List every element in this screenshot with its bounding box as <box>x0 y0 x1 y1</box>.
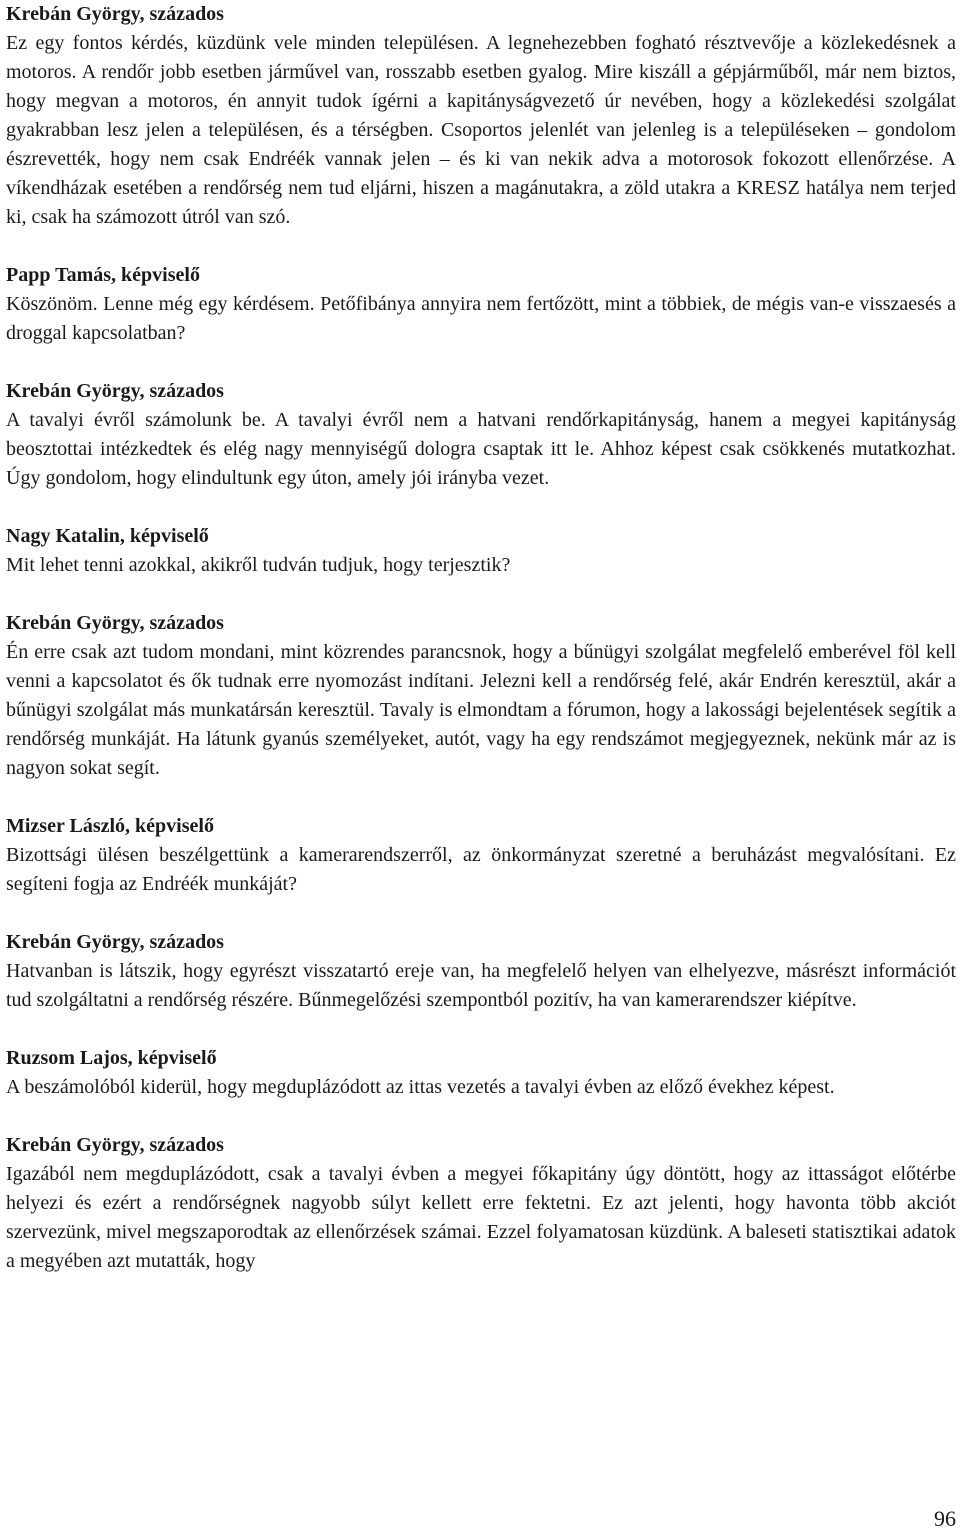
speaker-name: Krebán György, százados <box>6 931 224 953</box>
statement-text: Hatvanban is látszik, hogy egyrészt visszatartó ereje van, ha megfelelő helyen van elhelyezve, másrészt információt tud szolgáltatni a rendőrség részére. Bűnmegelőzési szempontból pozitív, ha van kamerarendszer kiépítve. <box>6 960 956 1011</box>
statement-block <box>6 261 956 348</box>
statement-text: Én erre csak azt tudom mondani, mint közrendes parancsnok, hogy a bűnügyi szolgálat megfelelő emberével föl kell venni a kapcsolatot és ők tudnak erre nyomozást indítani. Jelezni kell a rendőrség felé, akár Endrén keresztül, akár a bűnügyi szolgálat más munkatársán keresztül. Tavaly is elmondtam a fórumon, hogy a lakossági bejelentések segítik a rendőrség munkáját. Ha látunk gyanús személyeket, autót, vagy ha egy rendszámot megjegyeznek, nekünk már az is nagyon sokat segít. <box>6 641 956 779</box>
statement-text: Ez egy fontos kérdés, küzdünk vele minden településen. A legnehezebben fogható résztvevője a közlekedésnek a motoros. A rendőr jobb esetben járművel van, rosszabb esetben gyalog. Mire kiszáll a gépjárműből, már nem biztos, hogy megvan a motoros, én annyit tudok ígérni a kapitányságvezető úr nevében, hogy a közlekedési szolgálat gyakrabban lesz jelen a településen, és a térségben. Csoportos jelenlét van jelenleg is a településeken – gondolom észrevették, hogy nem csak Endréék vannak jelen – és ki van nekik adva a motorosok fokozott ellenőrzése. A víkendházak esetében a rendőrség nem tud eljárni, hiszen a magánutakra, a zöld utakra a KRESZ hatálya nem terjed ki, csak ha számozott útról van szó. <box>6 32 956 228</box>
block-spacer <box>6 493 956 522</box>
block-spacer <box>6 899 956 928</box>
statement-block <box>6 812 956 899</box>
block-spacer <box>6 348 956 377</box>
statement-block <box>6 609 956 783</box>
speaker-name: Papp Tamás, képviselő <box>6 264 200 286</box>
speaker-name: Krebán György, százados <box>6 380 224 402</box>
block-spacer <box>6 1015 956 1044</box>
statement-text: A beszámolóból kiderül, hogy megduplázódott az ittas vezetés a tavalyi évben az előző évekhez képest. <box>6 1076 835 1098</box>
statement-block <box>6 0 956 232</box>
statement-block <box>6 928 956 1015</box>
statement-text: Mit lehet tenni azokkal, akikről tudván tudjuk, hogy terjesztik? <box>6 554 511 576</box>
speaker-name: Mizser László, képviselő <box>6 815 214 837</box>
statement-text: A tavalyi évről számolunk be. A tavalyi évről nem a hatvani rendőrkapitányság, hanem a megyei kapitányság beosztottai intézkedtek és elég nagy mennyiségű dologra csaptak itt le. Ahhoz képest csak csökkenés mutatkozhat. Úgy gondolom, hogy elindultunk egy úton, amely jói irányba vezet. <box>6 409 956 489</box>
speaker-name: Krebán György, százados <box>6 612 224 634</box>
speaker-name: Ruzsom Lajos, képviselő <box>6 1047 217 1069</box>
statement-text: Bizottsági ülésen beszélgettünk a kamerarendszerről, az önkormányzat szeretné a beruházást megvalósítani. Ez segíteni fogja az Endréék munkáját? <box>6 844 956 895</box>
statement-text: Igazából nem megduplázódott, csak a tavalyi évben a megyei főkapitány úgy döntött, hogy az ittasságot előtérbe helyezi és ezért a rendőrségnek nagyobb súlyt kellett erre fektetni. Ez azt jelenti, hogy havonta több akciót szervezünk, mivel megszaporodtak az ellenőrzések számai. Ezzel folyamatosan küzdünk. A baleseti statisztikai adatok a megyében azt mutatták, hogy <box>6 1163 956 1272</box>
document-page <box>6 0 956 1276</box>
speaker-name: Krebán György, százados <box>6 1134 224 1156</box>
statement-block <box>6 1131 956 1276</box>
page-number: 96 <box>934 1506 956 1531</box>
block-spacer <box>6 232 956 261</box>
statement-block <box>6 522 956 580</box>
block-spacer <box>6 580 956 609</box>
statement-block <box>6 1044 956 1102</box>
speaker-name: Krebán György, százados <box>6 3 224 25</box>
block-spacer <box>6 783 956 812</box>
speaker-name: Nagy Katalin, képviselő <box>6 525 209 547</box>
statement-text: Köszönöm. Lenne még egy kérdésem. Petőfibánya annyira nem fertőzött, mint a többiek, de mégis van-e visszaesés a droggal kapcsolatban? <box>6 293 956 344</box>
statement-block <box>6 377 956 493</box>
block-spacer <box>6 1102 956 1131</box>
